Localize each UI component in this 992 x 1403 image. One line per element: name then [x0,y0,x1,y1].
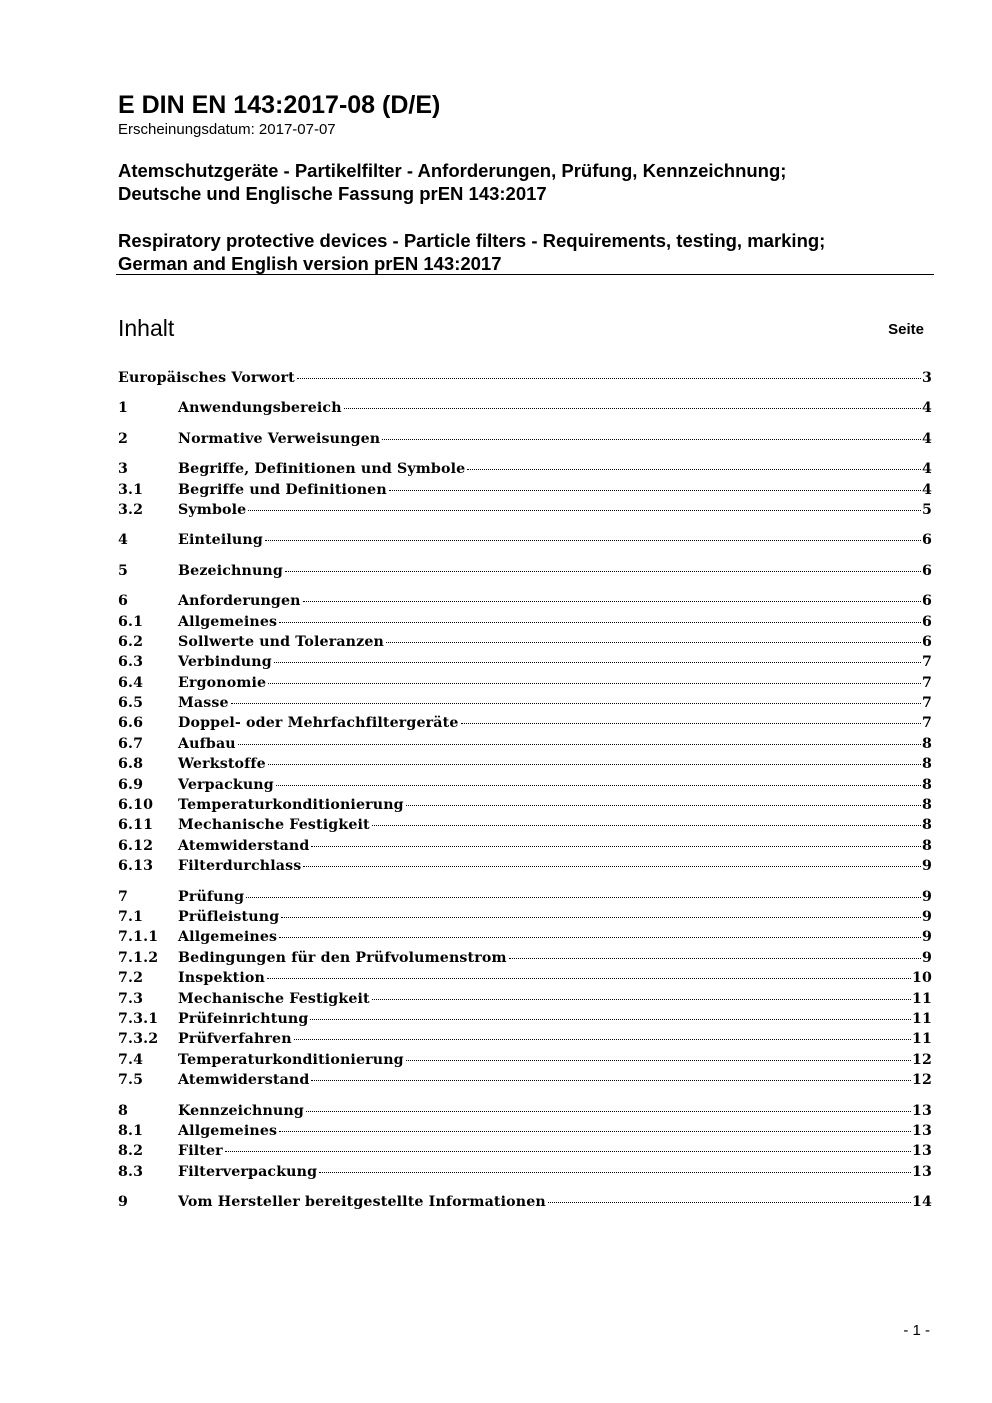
toc-entry-title: Allgemeines [178,1122,278,1139]
toc-entry-number: 2 [118,430,129,447]
toc-dot-leader [297,378,921,379]
toc-entry-number: 7.3.1 [118,1010,159,1027]
toc-entry-title: Doppel- oder Mehrfachfiltergeräte [178,715,459,732]
toc-dot-leader [467,469,921,470]
toc-entry-page: 7 [921,715,932,732]
toc-entry[interactable] [118,1052,932,1072]
toc-page-column-label: Seite [888,321,924,338]
toc-entry[interactable] [118,1031,932,1051]
toc-entry-number: 6.9 [118,776,144,793]
publication-date: Erscheinungsdatum: 2017-07-07 [118,121,336,138]
title-german-line-1: Atemschutzgeräte - Partikelfilter - Anforderungen, Prüfung, Kennzeichnung; [118,160,787,181]
toc-dot-leader [246,897,921,898]
page-number: - 1 - [903,1322,930,1339]
toc-entry-title: Begriffe und Definitionen [178,481,387,498]
toc-entry-page: 9 [921,929,932,946]
toc-dot-leader [372,999,911,1000]
toc-entry-page: 4 [921,481,932,498]
toc-entry[interactable] [118,593,932,613]
toc-dot-leader [265,540,921,541]
toc-entry-number: 7.3.2 [118,1031,159,1048]
toc-entry-page: 7 [921,654,932,671]
toc-entry[interactable] [118,797,932,817]
toc-entry-title: Masse [178,695,229,712]
toc-entry-title: Kennzeichnung [178,1102,304,1119]
toc-entry-page: 9 [921,908,932,925]
toc-entry-page: 7 [921,695,932,712]
toc-dot-leader [509,958,921,959]
toc-entry-title: Allgemeines [178,929,278,946]
toc-dot-leader [285,571,921,572]
toc-entry-number: 6.10 [118,797,154,814]
toc-entry-number: 6.11 [118,817,154,834]
title-english [118,229,825,275]
toc-entry-number: 6.8 [118,756,144,773]
toc-dot-leader [406,1060,911,1061]
toc-entry-title: Temperaturkonditionierung [178,1051,404,1068]
toc-entry[interactable] [118,950,932,970]
toc-entry-number: 8.3 [118,1163,144,1180]
toc-entry-title: Prüfeinrichtung [178,1010,309,1027]
toc-entry-title: Filterdurchlass [178,858,302,875]
toc-dot-leader [303,866,921,867]
toc-entry-title: Prüfverfahren [178,1031,292,1048]
toc-entry[interactable] [118,370,932,390]
toc-entry-title: Einteilung [178,532,263,549]
toc-dot-leader [225,1151,911,1152]
toc-entry[interactable] [118,929,932,949]
table-of-contents [118,370,932,1214]
toc-entry[interactable] [118,400,932,420]
toc-dot-leader [294,1039,911,1040]
toc-entry[interactable] [118,991,932,1011]
toc-entry-title: Ergonomie [178,674,267,691]
toc-entry-number: 5 [118,562,129,579]
toc-entry-title: Verbindung [178,654,272,671]
toc-entry[interactable] [118,1123,932,1143]
toc-entry-title: Filterverpackung [178,1163,318,1180]
toc-entry-title: Temperaturkonditionierung [178,797,404,814]
toc-entry-title: Atemwiderstand [178,1072,310,1089]
toc-entry-number: 6.3 [118,654,144,671]
toc-dot-leader [248,510,921,511]
toc-entry-title: Atemwiderstand [178,837,310,854]
toc-entry-title: Begriffe, Definitionen und Symbole [178,461,466,478]
toc-dot-leader [310,1019,910,1020]
toc-entry-number: 7.2 [118,970,144,987]
toc-entry-number: 8 [118,1102,129,1119]
toc-entry[interactable] [118,756,932,776]
toc-entry[interactable] [118,461,932,481]
toc-entry-page: 8 [921,817,932,834]
toc-dot-leader [386,642,921,643]
toc-entry-number: 6.5 [118,695,144,712]
toc-entry-number: 6.7 [118,735,144,752]
toc-dot-leader [274,662,921,663]
toc-entry-page: 3 [921,370,932,386]
header-divider [116,274,934,275]
toc-entry-number: 8.2 [118,1143,144,1160]
toc-dot-leader [319,1172,911,1173]
toc-entry-number: 6.1 [118,613,144,630]
title-german-line-2: Deutsche und Englische Fassung prEN 143:2017 [118,183,547,204]
toc-entry-page: 9 [921,949,932,966]
toc-heading: Inhalt [118,315,175,341]
toc-entry-number: 7.1.2 [118,949,159,966]
toc-entry-page: 8 [921,756,932,773]
toc-entry-page: 9 [921,888,932,905]
toc-entry-page: 8 [921,797,932,814]
toc-entry-title: Allgemeines [178,613,278,630]
toc-entry-page: 13 [911,1143,932,1160]
toc-entry[interactable] [118,715,932,735]
toc-entry-title: Anforderungen [178,593,301,610]
toc-dot-leader [311,1080,911,1081]
toc-entry[interactable] [118,431,932,451]
toc-entry-page: 13 [911,1122,932,1139]
toc-entry-page: 5 [921,501,932,518]
title-english-line-1: Respiratory protective devices - Particle filters - Requirements, testing, marking; [118,230,826,251]
toc-entry[interactable] [118,482,932,502]
toc-entry-page: 6 [921,532,932,549]
toc-dot-leader [344,408,921,409]
toc-entry[interactable] [118,695,932,715]
toc-entry[interactable] [118,1103,932,1123]
toc-entry-page: 14 [911,1194,932,1211]
toc-entry-page: 12 [911,1072,932,1089]
toc-entry[interactable] [118,675,932,695]
toc-dot-leader [303,601,921,602]
title-german [118,159,786,205]
toc-entry-title: Vom Hersteller bereitgestellte Informationen [178,1194,546,1211]
toc-entry-number: 7.1 [118,908,144,925]
toc-entry-page: 8 [921,735,932,752]
toc-entry[interactable] [118,970,932,990]
toc-entry-title: Prüfung [178,888,245,905]
toc-dot-leader [372,825,921,826]
toc-entry-title: Werkstoffe [178,756,266,773]
toc-dot-leader [311,846,921,847]
toc-dot-leader [268,683,921,684]
toc-entry-number: 1 [118,400,129,417]
toc-entry-title: Aufbau [178,735,236,752]
toc-entry-number: 7.1.1 [118,929,159,946]
toc-entry-page: 4 [921,400,932,417]
toc-entry-number: 6.4 [118,674,144,691]
toc-entry-number: 7.3 [118,990,144,1007]
toc-entry-page: 11 [911,990,932,1007]
toc-entry-title: Sollwerte und Toleranzen [178,633,384,650]
toc-dot-leader [238,744,921,745]
toc-entry-page: 11 [911,1031,932,1048]
toc-entry[interactable] [118,532,932,552]
toc-dot-leader [279,1131,911,1132]
toc-entry-number: 6 [118,593,129,610]
toc-entry[interactable] [118,502,932,522]
toc-dot-leader [382,439,921,440]
toc-entry-page: 13 [911,1163,932,1180]
toc-entry[interactable] [118,1011,932,1031]
toc-entry-number: 7.5 [118,1072,144,1089]
toc-entry-number: 3.1 [118,481,144,498]
toc-entry[interactable] [118,838,932,858]
toc-entry[interactable] [118,777,932,797]
toc-entry-page: 4 [921,461,932,478]
toc-entry[interactable] [118,1143,932,1163]
toc-dot-leader [406,805,921,806]
toc-dot-leader [276,785,921,786]
toc-entry-page: 8 [921,776,932,793]
toc-entry-number: 7.4 [118,1051,144,1068]
toc-dot-leader [281,917,921,918]
toc-entry-page: 8 [921,837,932,854]
toc-dot-leader [389,490,921,491]
toc-entry-title: Filter [178,1143,223,1160]
toc-entry-title: Verpackung [178,776,274,793]
toc-entry[interactable] [118,1164,932,1184]
toc-dot-leader [279,937,921,938]
toc-entry-title: Symbole [178,501,247,518]
toc-entry-title: Mechanische Festigkeit [178,990,370,1007]
toc-entry[interactable] [118,909,932,929]
document-id: E DIN EN 143:2017-08 (D/E) [118,91,441,119]
toc-entry-title: Inspektion [178,970,265,987]
toc-entry[interactable] [118,634,932,654]
toc-entry-number: 6.6 [118,715,144,732]
toc-dot-leader [461,723,921,724]
toc-entry-number: 6.13 [118,858,154,875]
toc-entry[interactable] [118,1072,932,1092]
toc-entry-page: 4 [921,430,932,447]
toc-dot-leader [231,703,921,704]
toc-entry[interactable] [118,817,932,837]
toc-entry-title: Prüfleistung [178,908,280,925]
toc-entry[interactable] [118,1194,932,1214]
toc-dot-leader [548,1202,911,1203]
toc-entry-page: 13 [911,1102,932,1119]
toc-dot-leader [267,978,911,979]
toc-entry-number: 9 [118,1194,129,1211]
toc-entry-title: Bedingungen für den Prüfvolumenstrom [178,949,507,966]
toc-entry[interactable] [118,654,932,674]
toc-entry-number: 8.1 [118,1122,144,1139]
toc-entry-page: 7 [921,674,932,691]
toc-entry[interactable] [118,736,932,756]
toc-entry-page: 6 [921,562,932,579]
toc-entry[interactable] [118,858,932,878]
toc-entry-page: 11 [911,1010,932,1027]
toc-entry-number: 6.2 [118,633,144,650]
toc-dot-leader [306,1111,911,1112]
toc-entry-number: 4 [118,532,129,549]
toc-entry[interactable] [118,614,932,634]
toc-entry-title: Mechanische Festigkeit [178,817,370,834]
toc-entry-page: 6 [921,613,932,630]
title-english-line-2: German and English version prEN 143:2017 [118,253,502,274]
toc-entry-page: 9 [921,858,932,875]
toc-entry[interactable] [118,563,932,583]
toc-entry-number: 6.12 [118,837,154,854]
toc-entry-title: Anwendungsbereich [178,400,342,417]
toc-entry-number: 3 [118,461,129,478]
toc-entry-title: Bezeichnung [178,562,283,579]
toc-entry-page: 10 [911,970,932,987]
toc-entry-page: 6 [921,593,932,610]
toc-entry-page: 12 [911,1051,932,1068]
toc-entry-number: 7 [118,888,129,905]
toc-dot-leader [268,764,921,765]
toc-entry-number: 3.2 [118,501,144,518]
toc-entry-page: 6 [921,633,932,650]
toc-dot-leader [279,622,921,623]
toc-entry-title: Normative Verweisungen [178,430,381,447]
toc-entry-title: Europäisches Vorwort [118,370,295,386]
toc-entry[interactable] [118,889,932,909]
